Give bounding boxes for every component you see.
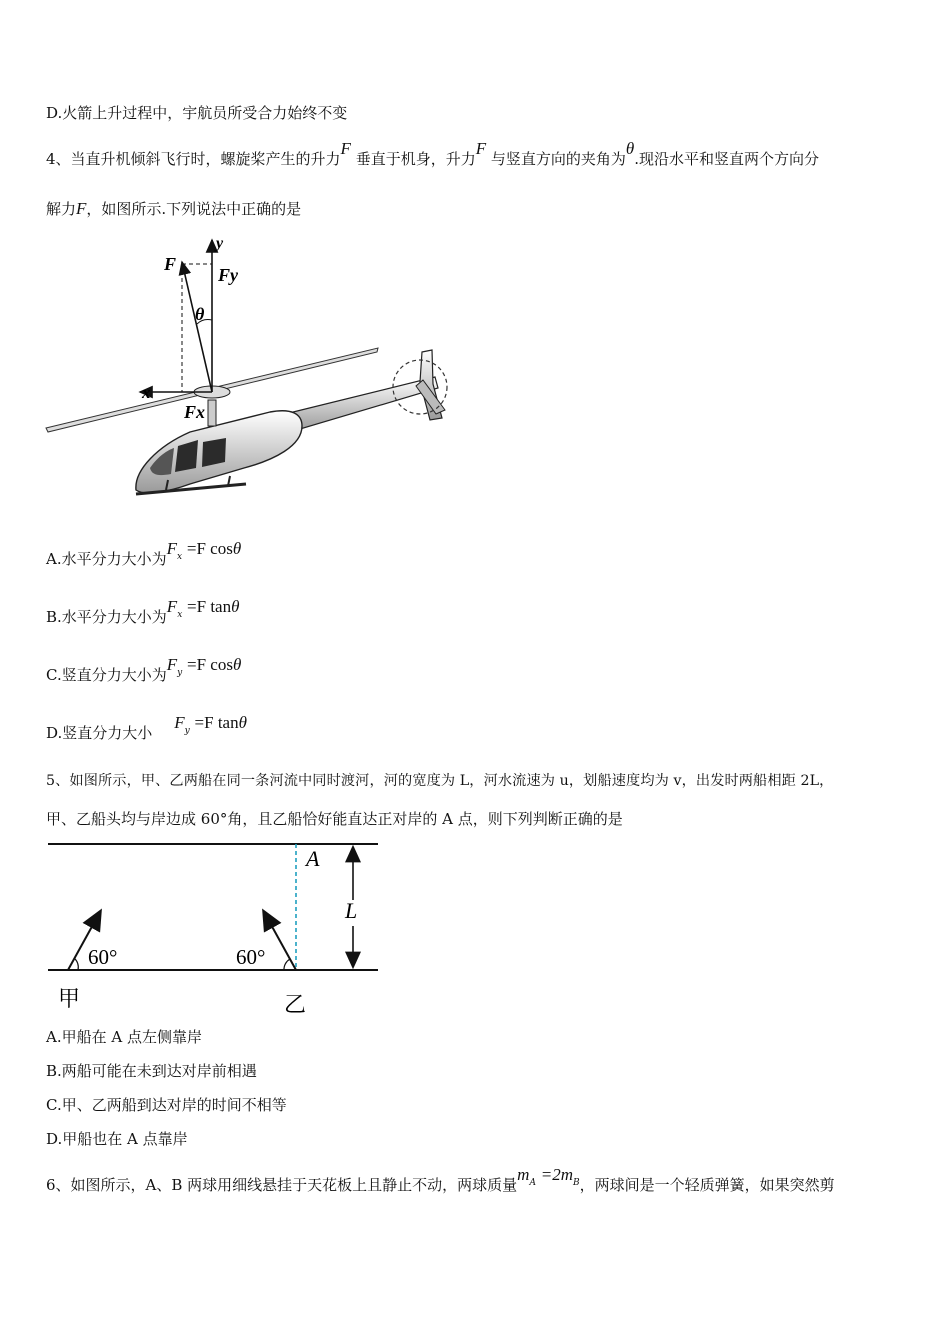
label-angle-yi: 60° (236, 945, 266, 969)
q5-stem-line2: 甲、乙船头均与岸边成 60°角，且乙船恰好能直达正对岸的 A 点，则下列判断正确的是 (46, 810, 623, 828)
q4-stem2-b: ，如图所示.下列说法中正确的是 (86, 200, 302, 218)
label-a: A (306, 846, 320, 871)
q6-stem-b: ，两球间是一个轻质弹簧，如果突然剪 (579, 1176, 835, 1194)
q5-stem-line1: 5、如图所示，甲、乙两船在同一条河流中同时渡河，河的宽度为 L，河水流速为 u，划船速度均为 v，出发时两船相距 2L， (46, 773, 834, 789)
helicopter-figure (40, 232, 460, 512)
q4-option-a-eq: =F cos (186, 539, 233, 558)
q4-option-a-sub: x (177, 552, 183, 562)
q5-option-c: C.甲、乙两船到达对岸的时间不相等 (46, 1096, 287, 1114)
q4-stem-d: .现沿水平和竖直两个方向分 (634, 150, 820, 168)
q4-option-d (46, 713, 247, 743)
q4-option-c-eq: =F cos (186, 655, 233, 674)
q6-ma: m (517, 1165, 530, 1184)
q4-stem-line2 (46, 198, 301, 219)
rotor-mast (208, 400, 216, 426)
q4-option-b-lhs: F (166, 597, 178, 616)
q5-option-d: D.甲船也在 A 点靠岸 (46, 1130, 188, 1148)
label-yi: 乙 (284, 992, 307, 1017)
q4-option-b-eq: =F tan (187, 597, 232, 616)
q3-option-d: D.火箭上升过程中，宇航员所受合力始终不变 (46, 104, 348, 122)
q4-option-d-text: D.竖直分力大小 (46, 724, 153, 742)
boat-yi-velocity (264, 912, 296, 970)
label-jia: 甲 (58, 986, 81, 1011)
label-fy: Fy (218, 265, 238, 285)
q6-stem-a: 6、如图所示，A、B 两球用细线悬挂于天花板上且静止不动，两球质量 (46, 1176, 518, 1194)
q4-option-b (46, 597, 240, 627)
q5-option-a: A.甲船在 A 点左侧靠岸 (46, 1028, 202, 1046)
q6-mb-sub: B (572, 1178, 580, 1188)
q4-option-c-ang: θ (232, 655, 242, 674)
angle-arc-yi (284, 959, 290, 970)
q4-option-a-ang: θ (232, 539, 242, 558)
river-figure (40, 836, 390, 1020)
q4-var-f3: F (76, 199, 87, 218)
q4-stem2-a: 解力 (46, 200, 77, 218)
q4-option-a-text: A.水平分力大小为 (46, 550, 167, 568)
q4-option-c-text: C.竖直分力大小为 (46, 666, 167, 684)
q4-option-d-eq: =F tan (194, 713, 239, 732)
q6-stem (46, 1165, 835, 1195)
lift-force-arrow (182, 262, 212, 392)
q4-stem-a: 4、当直升机倾斜飞行时，螺旋桨产生的升力 (46, 150, 341, 168)
label-x: x (142, 383, 151, 402)
label-theta: θ (195, 304, 205, 324)
q4-option-d-ang: θ (238, 713, 247, 732)
q4-option-b-ang: θ (231, 597, 240, 616)
q4-option-a-lhs: F (166, 539, 177, 558)
q4-var-f: F (340, 139, 351, 158)
q6-ma-sub: A (529, 1178, 536, 1188)
q4-var-f2: F (475, 139, 487, 158)
q4-option-c (46, 655, 242, 685)
q5-option-b: B.两船可能在未到达对岸前相遇 (46, 1062, 257, 1080)
q6-eq: =2m (540, 1165, 573, 1184)
q4-option-a (46, 539, 242, 569)
label-l: L (345, 898, 358, 923)
q4-var-theta: θ (625, 139, 635, 158)
label-angle-jia: 60° (88, 945, 118, 969)
label-f: F (164, 254, 177, 274)
q4-option-d-sub: y (184, 726, 190, 736)
q4-stem-b: 垂直于机身，升力 (355, 150, 476, 168)
q4-option-c-sub: y (177, 668, 183, 678)
q4-option-d-lhs: F (174, 713, 185, 732)
label-y: y (216, 235, 224, 252)
q4-stem-c: 与竖直方向的夹角为 (490, 150, 626, 168)
label-fx: Fx (184, 402, 206, 422)
q4-option-c-lhs: F (166, 655, 178, 674)
q4-stem-line1 (46, 139, 820, 169)
tail-boom (285, 377, 438, 432)
q4-option-b-text: B.水平分力大小为 (46, 608, 167, 626)
q4-option-b-sub: x (177, 610, 183, 620)
